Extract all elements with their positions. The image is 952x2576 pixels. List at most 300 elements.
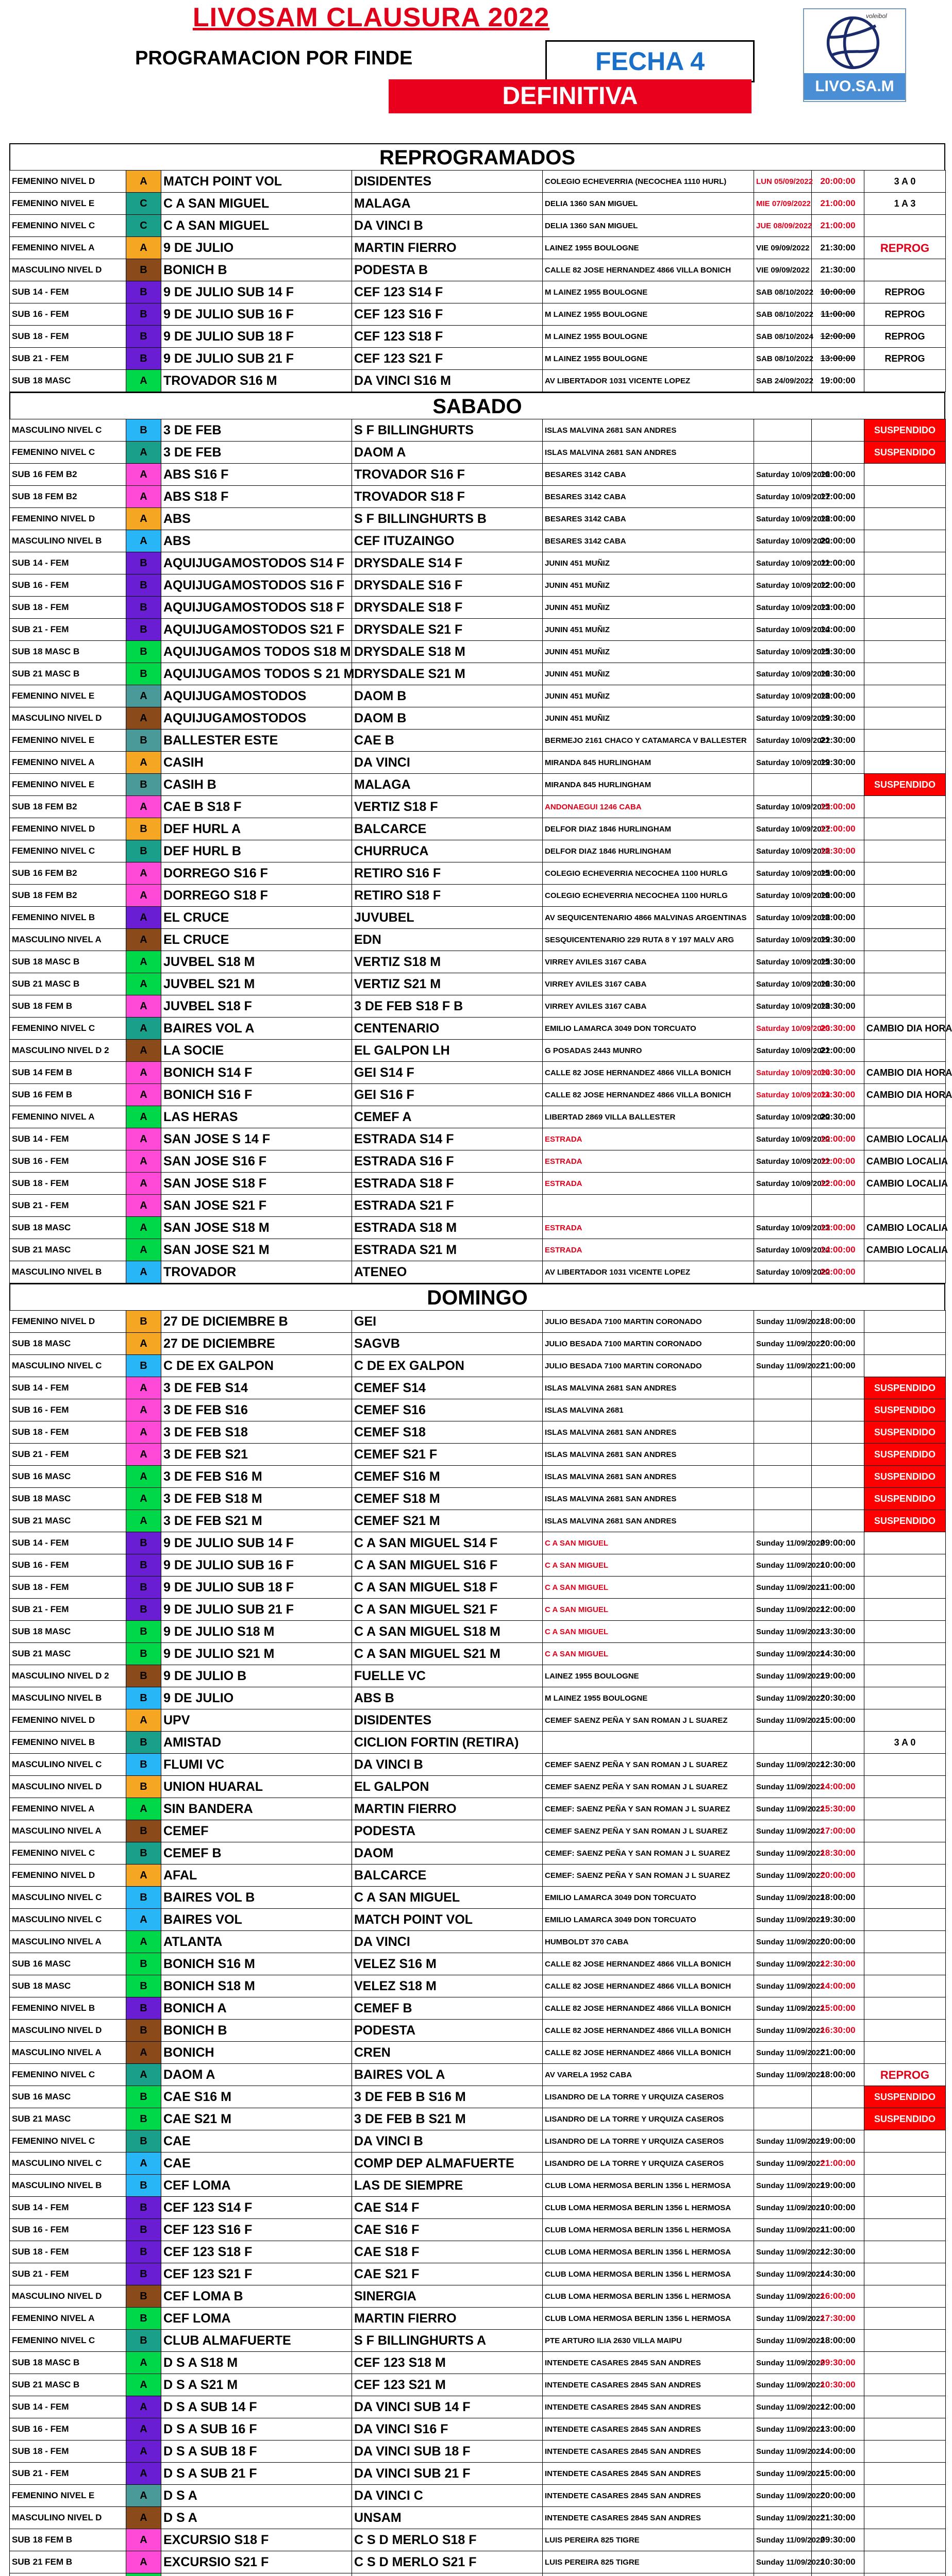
match-row <box>10 2153 946 2175</box>
away-team: UNSAM <box>352 2507 543 2529</box>
category-cell: SUB 21 - FEM <box>10 1195 126 1217</box>
venue-cell: JUNIN 451 MUÑIZ <box>543 597 754 619</box>
group-chip: B <box>126 2263 161 2285</box>
date-cell <box>754 1377 812 1399</box>
time-cell: 20:00:00 <box>812 1261 864 1283</box>
date-cell: Sunday 11/09/2022 <box>754 1599 812 1621</box>
date-cell: Sunday 11/09/2022 <box>754 1754 812 1776</box>
time-cell: 21:00:00 <box>812 1040 864 1062</box>
match-row <box>10 2308 946 2330</box>
group-chip <box>126 2573 161 2576</box>
time-cell <box>812 774 864 796</box>
away-team: LAS DE SIEMPRE <box>352 2175 543 2197</box>
venue-cell: LISANDRO DE LA TORRE Y URQUIZA CASEROS <box>543 2130 754 2153</box>
venue-cell: M LAINEZ 1955 BOULOGNE <box>543 281 754 303</box>
venue-cell: CALLE 82 JOSE HERNANDEZ 4866 VILLA BONICH <box>543 259 754 281</box>
time-cell <box>812 1421 864 1444</box>
away-team: BAIRES VOL A <box>352 2064 543 2086</box>
away-team: ESTRADA S18 M <box>352 1217 543 1239</box>
group-chip: A <box>126 1217 161 1239</box>
venue-cell: INTENDETE CASARES 2845 SAN ANDRES <box>543 2374 754 2396</box>
time-cell: 14:00:00 <box>812 1776 864 1798</box>
away-team: ATENEO <box>352 1261 543 1283</box>
time-cell: 19:00:00 <box>812 2130 864 2153</box>
status-cell <box>864 2263 946 2285</box>
match-row <box>10 1820 946 1842</box>
match-row <box>10 1665 946 1687</box>
category-cell: FEMENINO NIVEL B <box>10 907 126 929</box>
date-cell: Sunday 11/09/2022 <box>754 1820 812 1842</box>
date-cell: Saturday 10/09/2022 <box>754 1217 812 1239</box>
group-chip: A <box>126 907 161 929</box>
category-cell: MASCULINO NIVEL D <box>10 259 126 281</box>
match-row <box>10 1643 946 1665</box>
group-chip: B <box>126 1754 161 1776</box>
date-cell: Saturday 10/09/2022 <box>754 1106 812 1128</box>
time-cell: 15:00:00 <box>812 1997 864 2020</box>
away-team: PODESTA <box>352 1820 543 1842</box>
date-cell: Saturday 10/09/2022 <box>754 1261 812 1283</box>
status-cell <box>864 1665 946 1687</box>
venue-cell: CEMEF: SAENZ PEÑA Y SAN ROMAN J L SUAREZ <box>543 1865 754 1887</box>
category-cell: SUB 18 - FEM <box>10 1173 126 1195</box>
home-team: EL CRUCE <box>161 929 352 951</box>
home-team: BONICH B <box>161 2020 352 2042</box>
section-header: DOMINGO <box>9 1283 945 1310</box>
status-cell <box>864 2374 946 2396</box>
date-cell: Sunday 11/09/2022 <box>754 2263 812 2285</box>
time-cell: 21:30:00 <box>812 2507 864 2529</box>
away-team: MARTIN FIERRO <box>352 237 543 259</box>
home-team: D S A S21 M <box>161 2374 352 2396</box>
category-cell: FEMENINO NIVEL B <box>10 1997 126 2020</box>
category-cell: SUB 16 - FEM <box>10 2219 126 2241</box>
category-cell: FEMENINO NIVEL D <box>10 1865 126 1887</box>
match-row <box>10 1621 946 1643</box>
match-row <box>10 2374 946 2396</box>
home-team: ABS <box>161 508 352 530</box>
home-team: CAE S21 M <box>161 2108 352 2130</box>
away-team: GEI <box>352 1311 543 1333</box>
away-team: DRYSDALE S14 F <box>352 552 543 574</box>
group-chip: A <box>126 685 161 707</box>
time-cell <box>812 2573 864 2576</box>
home-team: BONICH S16 M <box>161 1953 352 1975</box>
home-team: BONICH S16 F <box>161 1084 352 1106</box>
category-cell: SUB 21 - FEM <box>10 619 126 641</box>
match-row <box>10 1842 946 1865</box>
time-cell: 15:00:00 <box>812 2463 864 2485</box>
home-team: D S A <box>161 2485 352 2507</box>
category-cell: SUB 18 - FEM <box>10 326 126 348</box>
away-team: DAOM <box>352 1842 543 1865</box>
away-team: VERTIZ S21 M <box>352 973 543 995</box>
home-team: 9 DE JULIO SUB 14 F <box>161 281 352 303</box>
match-row <box>10 1532 946 1554</box>
match-row <box>10 1909 946 1931</box>
status-cell <box>864 2175 946 2197</box>
venue-cell: AV VARELA 1952 CABA <box>543 2064 754 2086</box>
status-cell: CAMBIO DIA HORA <box>864 1062 946 1084</box>
away-team: DAOM B <box>352 707 543 730</box>
category-cell: SUB 21 MASC B <box>10 2374 126 2396</box>
away-team: CEF 123 S21 M <box>352 2374 543 2396</box>
venue-cell: ISLAS MALVINA 2681 SAN ANDRES <box>543 419 754 442</box>
match-row <box>10 2396 946 2418</box>
group-chip: B <box>126 1599 161 1621</box>
category-cell: SUB 16 MASC <box>10 1953 126 1975</box>
home-team: CAE <box>161 2130 352 2153</box>
venue-cell: ESTRADA <box>543 1128 754 1150</box>
group-chip: B <box>126 1355 161 1377</box>
home-team: 3 DE FEB <box>161 419 352 442</box>
away-team: 3 DE FEB S18 F B <box>352 995 543 1018</box>
date-cell: Saturday 10/09/2022 <box>754 973 812 995</box>
time-cell: 12:00:00 <box>812 1599 864 1621</box>
group-chip: B <box>126 2197 161 2219</box>
venue-cell: ESTRADA <box>543 1239 754 1261</box>
match-row <box>10 486 946 508</box>
date-cell: Sunday 11/09/2022 <box>754 1532 812 1554</box>
venue-cell: JUNIN 451 MUÑIZ <box>543 552 754 574</box>
home-team: AQUIJUGAMOS TODOS S 21 M <box>161 663 352 685</box>
match-row <box>10 1776 946 1798</box>
venue-cell: MIRANDA 845 HURLINGHAM <box>543 774 754 796</box>
group-chip: B <box>126 281 161 303</box>
status-cell <box>864 1261 946 1283</box>
time-cell <box>812 1732 864 1754</box>
match-row <box>10 641 946 663</box>
status-cell <box>864 1798 946 1820</box>
category-cell: FEMENINO NIVEL C <box>10 840 126 862</box>
venue-cell: BESARES 3142 CABA <box>543 508 754 530</box>
category-cell: FEMENINO NIVEL C <box>10 2130 126 2153</box>
home-team: JUVBEL S21 M <box>161 973 352 995</box>
date-cell: Sunday 11/09/2022 <box>754 2485 812 2507</box>
home-team: UPV <box>161 1709 352 1732</box>
status-cell <box>864 1532 946 1554</box>
status-cell <box>864 370 946 392</box>
match-row <box>10 2529 946 2551</box>
match-row <box>10 2042 946 2064</box>
status-cell: SUSPENDIDO <box>864 1421 946 1444</box>
time-cell: 19:00:00 <box>812 370 864 392</box>
date-cell: SAB 08/10/2024 <box>754 326 812 348</box>
date-cell: Saturday 10/09/2022 <box>754 574 812 597</box>
status-cell: CAMBIO DIA HORA <box>864 1084 946 1106</box>
away-team: ESTRADA S16 F <box>352 1150 543 1173</box>
home-team: 27 DE DICIEMBRE B <box>161 1311 352 1333</box>
home-team: CEF LOMA <box>161 2175 352 2197</box>
home-team: 3 DE FEB S16 <box>161 1399 352 1421</box>
status-cell <box>864 1754 946 1776</box>
home-team: BAIRES VOL A <box>161 1018 352 1040</box>
status-cell <box>864 1975 946 1997</box>
time-cell: 15:30:00 <box>812 641 864 663</box>
date-cell: Saturday 10/09/2022 <box>754 552 812 574</box>
date-cell: SAB 08/10/2022 <box>754 303 812 326</box>
home-team: LAS HERAS <box>161 1106 352 1128</box>
category-cell: FEMENINO NIVEL E <box>10 193 126 215</box>
venue-cell: INTENDETE CASARES 2845 SAN ANDRES <box>543 2441 754 2463</box>
date-cell: Saturday 10/09/2022 <box>754 1239 812 1261</box>
category-cell: SUB 16 FEM B2 <box>10 464 126 486</box>
time-cell: 11:00:00 <box>812 1150 864 1173</box>
venue-cell: DELIA 1360 SAN MIGUEL <box>543 215 754 237</box>
group-chip: B <box>126 2219 161 2241</box>
category-cell: SUB 18 FEM B <box>10 995 126 1018</box>
date-cell: Sunday 11/09/2022 <box>754 1577 812 1599</box>
status-cell <box>864 730 946 752</box>
group-chip: A <box>126 796 161 818</box>
home-team: D S A SUB 18 F <box>161 2441 352 2463</box>
home-team: DORREGO S16 F <box>161 862 352 885</box>
category-cell: FEMENINO NIVEL C <box>10 1018 126 1040</box>
match-row <box>10 1173 946 1195</box>
home-team: CAE <box>161 2153 352 2175</box>
date-cell: Saturday 10/09/2023 <box>754 1018 812 1040</box>
time-cell <box>812 1466 864 1488</box>
venue-cell: CEMEF: SAENZ PEÑA Y SAN ROMAN J L SUAREZ <box>543 1842 754 1865</box>
venue-cell: LISANDRO DE LA TORRE Y URQUIZA CASEROS <box>543 2086 754 2108</box>
home-team: BALLESTER ESTE <box>161 730 352 752</box>
date-cell: Saturday 10/09/2022 <box>754 464 812 486</box>
match-row <box>10 1510 946 1532</box>
venue-cell: JULIO BESADA 7100 MARTIN CORONADO <box>543 1355 754 1377</box>
category-cell: MASCULINO NIVEL D 2 <box>10 1040 126 1062</box>
away-team: ESTRADA S21 F <box>352 1195 543 1217</box>
match-row <box>10 2263 946 2285</box>
home-team: CAE S16 M <box>161 2086 352 2108</box>
home-team: TROVADOR S16 M <box>161 370 352 392</box>
date-cell: Sunday 11/09/2022 <box>754 1887 812 1909</box>
date-cell: SAB 08/10/2022 <box>754 348 812 370</box>
away-team: VERTIZ S18 F <box>352 796 543 818</box>
group-chip: A <box>126 1865 161 1887</box>
date-cell: Sunday 11/09/2022 <box>754 1355 812 1377</box>
group-chip: A <box>126 1062 161 1084</box>
away-team: PODESTA <box>352 2020 543 2042</box>
category-cell: SUB 14 - FEM <box>10 1532 126 1554</box>
venue-cell: JUNIN 451 MUÑIZ <box>543 685 754 707</box>
category-cell: FEMENINO NIVEL D <box>10 171 126 193</box>
category-cell: SUB 21 MASC <box>10 1643 126 1665</box>
time-cell: 14:00:00 <box>812 2441 864 2463</box>
status-cell: REPROG <box>864 2064 946 2086</box>
group-chip: A <box>126 2441 161 2463</box>
time-cell <box>812 419 864 442</box>
venue-cell: CALLE 82 JOSE HERNANDEZ 4866 VILLA BONICH <box>543 1062 754 1084</box>
group-chip: A <box>126 2529 161 2551</box>
match-row <box>10 2219 946 2241</box>
match-row <box>10 508 946 530</box>
category-cell: FEMENINO NIVEL C <box>10 442 126 464</box>
home-team <box>161 2573 352 2576</box>
match-row <box>10 2441 946 2463</box>
group-chip: C <box>126 215 161 237</box>
time-cell: 19:30:00 <box>812 929 864 951</box>
status-banner: DEFINITIVA <box>389 79 751 113</box>
status-cell <box>864 1643 946 1665</box>
match-row <box>10 1732 946 1754</box>
home-team: AQUIJUGAMOSTODOS S14 F <box>161 552 352 574</box>
match-row <box>10 1975 946 1997</box>
group-chip: A <box>126 237 161 259</box>
match-row <box>10 818 946 840</box>
match-row <box>10 1421 946 1444</box>
away-team: CEMEF B <box>352 1997 543 2020</box>
venue-cell: AV LIBERTADOR 1031 VICENTE LOPEZ <box>543 1261 754 1283</box>
venue-cell: INTENDETE CASARES 2845 SAN ANDRES <box>543 2352 754 2374</box>
away-team: MARTIN FIERRO <box>352 1798 543 1820</box>
venue-cell: CEMEF SAENZ PEÑA Y SAN ROMAN J L SUAREZ <box>543 1754 754 1776</box>
category-cell: FEMENINO NIVEL A <box>10 2308 126 2330</box>
date-cell: Saturday 10/09/2022 <box>754 752 812 774</box>
status-cell: CAMBIO LOCALIA <box>864 1217 946 1239</box>
home-team: AMISTAD <box>161 1732 352 1754</box>
venue-cell: CALLE 82 JOSE HERNANDEZ 4866 VILLA BONICH <box>543 1953 754 1975</box>
status-cell <box>864 1040 946 1062</box>
category-cell: SUB 16 - FEM <box>10 1150 126 1173</box>
group-chip: A <box>126 995 161 1018</box>
match-row <box>10 1488 946 1510</box>
group-chip: B <box>126 259 161 281</box>
group-chip: B <box>126 303 161 326</box>
home-team: AQUIJUGAMOSTODOS <box>161 707 352 730</box>
date-cell: Sunday 11/09/2022 <box>754 2197 812 2219</box>
match-row <box>10 1577 946 1599</box>
status-cell <box>864 1887 946 1909</box>
match-row <box>10 1239 946 1261</box>
match-row <box>10 1040 946 1062</box>
time-cell: 12:00:00 <box>812 574 864 597</box>
category-cell: SUB 21 FEM B <box>10 2551 126 2573</box>
group-chip: B <box>126 1687 161 1709</box>
category-cell: FEMENINO NIVEL E <box>10 774 126 796</box>
group-chip: A <box>126 1444 161 1466</box>
group-chip: B <box>126 1732 161 1754</box>
home-team: ABS <box>161 530 352 552</box>
status-cell: SUSPENDIDO <box>864 419 946 442</box>
away-team: CEMEF S18 M <box>352 1488 543 1510</box>
away-team: VELEZ S18 M <box>352 1975 543 1997</box>
match-row <box>10 2485 946 2507</box>
match-row <box>10 259 946 281</box>
date-cell: Saturday 10/09/2022 <box>754 1128 812 1150</box>
category-cell: MASCULINO NIVEL C <box>10 1355 126 1377</box>
time-cell: 18:00:00 <box>812 2330 864 2352</box>
venue-cell: ISLAS MALVINA 2681 SAN ANDRES <box>543 442 754 464</box>
date-cell <box>754 1444 812 1466</box>
venue-cell: JUNIN 451 MUÑIZ <box>543 619 754 641</box>
home-team: AQUIJUGAMOSTODOS S16 F <box>161 574 352 597</box>
date-cell: LUN 05/09/2022 <box>754 171 812 193</box>
category-cell: SUB 16 - FEM <box>10 1399 126 1421</box>
time-cell: 18:30:00 <box>812 840 864 862</box>
status-cell <box>864 2042 946 2064</box>
match-row <box>10 1466 946 1488</box>
date-cell <box>754 442 812 464</box>
date-cell: Saturday 10/09/2022 <box>754 995 812 1018</box>
section-header: SABADO <box>9 392 945 419</box>
category-cell: SUB 18 MASC <box>10 1975 126 1997</box>
date-cell: JUE 08/09/2022 <box>754 215 812 237</box>
time-cell: 10:30:00 <box>812 2374 864 2396</box>
date-cell: Sunday 11/09/2022 <box>754 1709 812 1732</box>
group-chip: B <box>126 619 161 641</box>
home-team: CASIH B <box>161 774 352 796</box>
venue-cell: ISLAS MALVINA 2681 SAN ANDRES <box>543 1377 754 1399</box>
home-team: CEF LOMA B <box>161 2285 352 2308</box>
category-cell: SUB 18 MASC B <box>10 951 126 973</box>
match-row <box>10 1953 946 1975</box>
date-cell: VIE 09/09/2022 <box>754 259 812 281</box>
time-cell: 12:00:00 <box>812 2396 864 2418</box>
date-cell <box>754 2108 812 2130</box>
away-team: CEMEF S21 F <box>352 1444 543 1466</box>
time-cell: 19:30:00 <box>812 1909 864 1931</box>
group-chip: B <box>126 574 161 597</box>
status-cell <box>864 530 946 552</box>
time-cell: 12:30:00 <box>812 2241 864 2263</box>
date-cell: Sunday 11/09/2022 <box>754 2175 812 2197</box>
home-team: 3 DE FEB S18 <box>161 1421 352 1444</box>
time-cell: 13:30:00 <box>812 1621 864 1643</box>
home-team: CLUB ALMAFUERTE <box>161 2330 352 2352</box>
match-row <box>10 995 946 1018</box>
date-cell: Sunday 11/09/2022 <box>754 2396 812 2418</box>
away-team: DA VINCI SUB 14 F <box>352 2396 543 2418</box>
venue-cell: EMILIO LAMARCA 3049 DON TORCUATO <box>543 1018 754 1040</box>
group-chip: A <box>126 1106 161 1128</box>
status-cell <box>864 885 946 907</box>
venue-cell: ISLAS MALVINA 2681 SAN ANDRES <box>543 1444 754 1466</box>
date-cell: Saturday 10/09/2022 <box>754 818 812 840</box>
status-cell <box>864 1776 946 1798</box>
match-row <box>10 2175 946 2197</box>
venue-cell: G POSADAS 2443 MUNRO <box>543 1040 754 1062</box>
status-cell <box>864 2485 946 2507</box>
status-cell <box>864 929 946 951</box>
status-cell <box>864 907 946 929</box>
match-row <box>10 1709 946 1732</box>
group-chip: B <box>126 1997 161 2020</box>
time-cell: 20:00:00 <box>812 1931 864 1953</box>
date-cell: Sunday 11/09/2022 <box>754 1665 812 1687</box>
venue-cell: BESARES 3142 CABA <box>543 464 754 486</box>
status-cell <box>864 1820 946 1842</box>
status-cell <box>864 1355 946 1377</box>
venue-cell: COLEGIO ECHEVERRIA NECOCHEA 1100 HURLG <box>543 862 754 885</box>
status-cell <box>864 752 946 774</box>
home-team: BONICH S18 M <box>161 1975 352 1997</box>
group-chip: B <box>126 2285 161 2308</box>
time-cell: 10:30:00 <box>812 1062 864 1084</box>
venue-cell: BESARES 3142 CABA <box>543 486 754 508</box>
away-team: C S D MERLO S21 F <box>352 2551 543 2573</box>
time-cell: 19:30:00 <box>812 752 864 774</box>
group-chip: A <box>126 2064 161 2086</box>
status-cell <box>864 1687 946 1709</box>
category-cell: SUB 21 - FEM <box>10 2463 126 2485</box>
venue-cell: ISLAS MALVINA 2681 <box>543 1399 754 1421</box>
date-cell: VIE 09/09/2022 <box>754 237 812 259</box>
category-cell: SUB 18 FEM B2 <box>10 486 126 508</box>
date-cell: Sunday 11/09/2022 <box>754 2463 812 2485</box>
status-cell <box>864 508 946 530</box>
category-cell: MASCULINO NIVEL D <box>10 2020 126 2042</box>
away-team: DRYSDALE S18 F <box>352 597 543 619</box>
